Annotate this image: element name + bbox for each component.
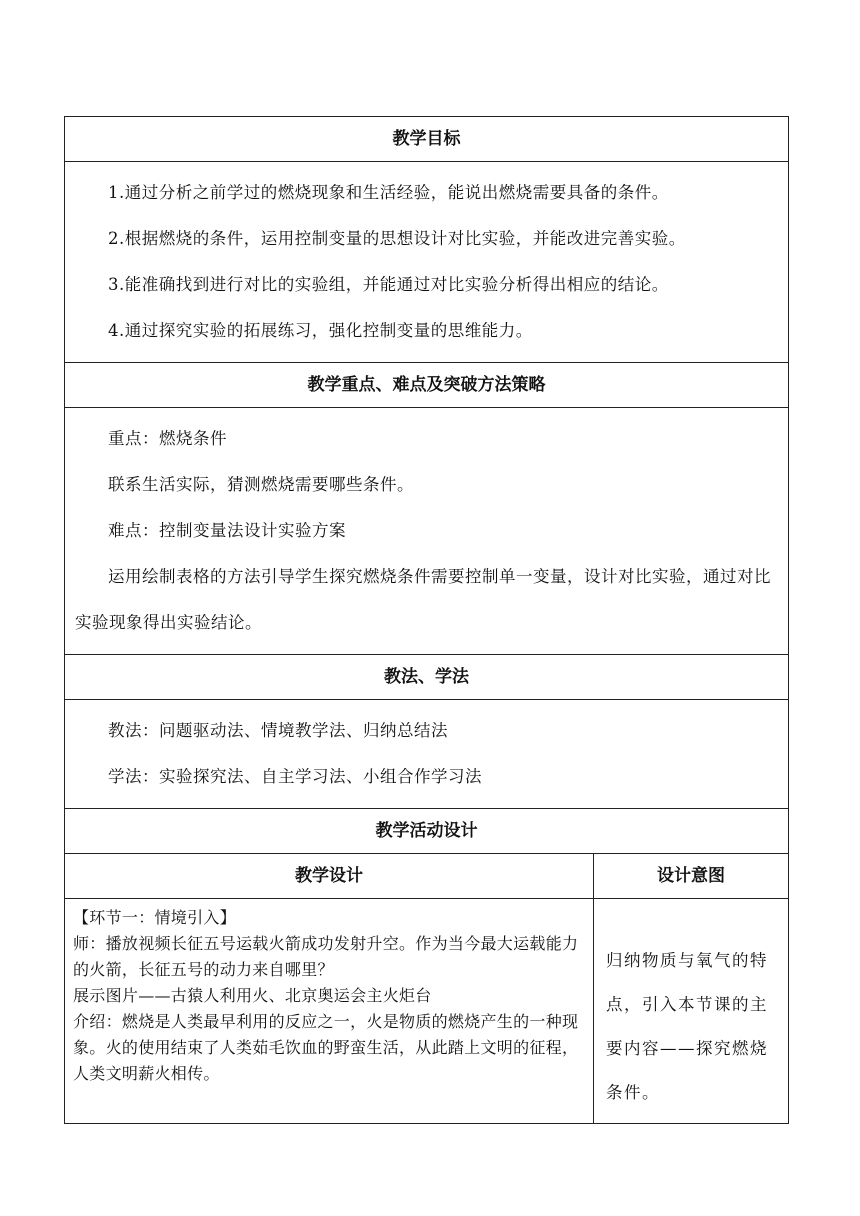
activities-header: 教学活动设计 bbox=[65, 809, 789, 854]
objective-item: 1.通过分析之前学过的燃烧现象和生活经验，能说出燃烧需要具备的条件。 bbox=[108, 183, 669, 202]
keypoint-item: 运用绘制表格的方法引导学生探究燃烧条件需要控制单一变量，设计对比实验，通过对比实验现象得出实验结论。 bbox=[75, 567, 771, 632]
design-line: 师：播放视频长征五号运载火箭成功发射升空。作为当今最大运载能力的火箭，长征五号的动力来自哪里？ bbox=[73, 934, 579, 979]
objective-item: 4.通过探究实验的拓展练习，强化控制变量的思维能力。 bbox=[108, 321, 533, 340]
methods-header: 教法、学法 bbox=[65, 655, 789, 700]
design-line: 【环节一：情境引入】 bbox=[73, 908, 237, 927]
intent-column-header: 设计意图 bbox=[594, 854, 789, 899]
objective-item: 2.根据燃烧的条件，运用控制变量的思想设计对比实验，并能改进完善实验。 bbox=[108, 229, 686, 248]
keypoint-item: 难点：控制变量法设计实验方案 bbox=[108, 521, 346, 540]
method-item: 学法：实验探究法、自主学习法、小组合作学习法 bbox=[108, 767, 482, 786]
keypoints-header: 教学重点、难点及突破方法策略 bbox=[65, 363, 789, 408]
design-line: 展示图片——古猿人利用火、北京奥运会主火炬台 bbox=[73, 986, 432, 1005]
design-line: 介绍：燃烧是人类最早利用的反应之一，火是物质的燃烧产生的一种现象。火的使用结束了人类茹毛饮血的野蛮生活，从此踏上文明的征程，人类文明薪火相传。 bbox=[73, 1012, 579, 1083]
method-item: 教法：问题驱动法、情境教学法、归纳总结法 bbox=[108, 721, 448, 740]
keypoint-item: 联系生活实际，猜测燃烧需要哪些条件。 bbox=[108, 475, 414, 494]
intent-cell bbox=[594, 899, 789, 1124]
objective-item: 3.能准确找到进行对比的实验组，并能通过对比实验分析得出相应的结论。 bbox=[108, 275, 669, 294]
intent-text: 归纳物质与氧气的特点，引入本节课的主要内容——探究燃烧条件。 bbox=[606, 951, 768, 1102]
design-column-header: 教学设计 bbox=[65, 854, 594, 899]
objectives-body bbox=[65, 162, 789, 363]
keypoints-body bbox=[65, 408, 789, 655]
lesson-plan-table bbox=[64, 116, 789, 1124]
methods-body bbox=[65, 700, 789, 809]
design-cell bbox=[65, 899, 594, 1124]
keypoint-item: 重点：燃烧条件 bbox=[108, 429, 227, 448]
objectives-header: 教学目标 bbox=[65, 117, 789, 162]
